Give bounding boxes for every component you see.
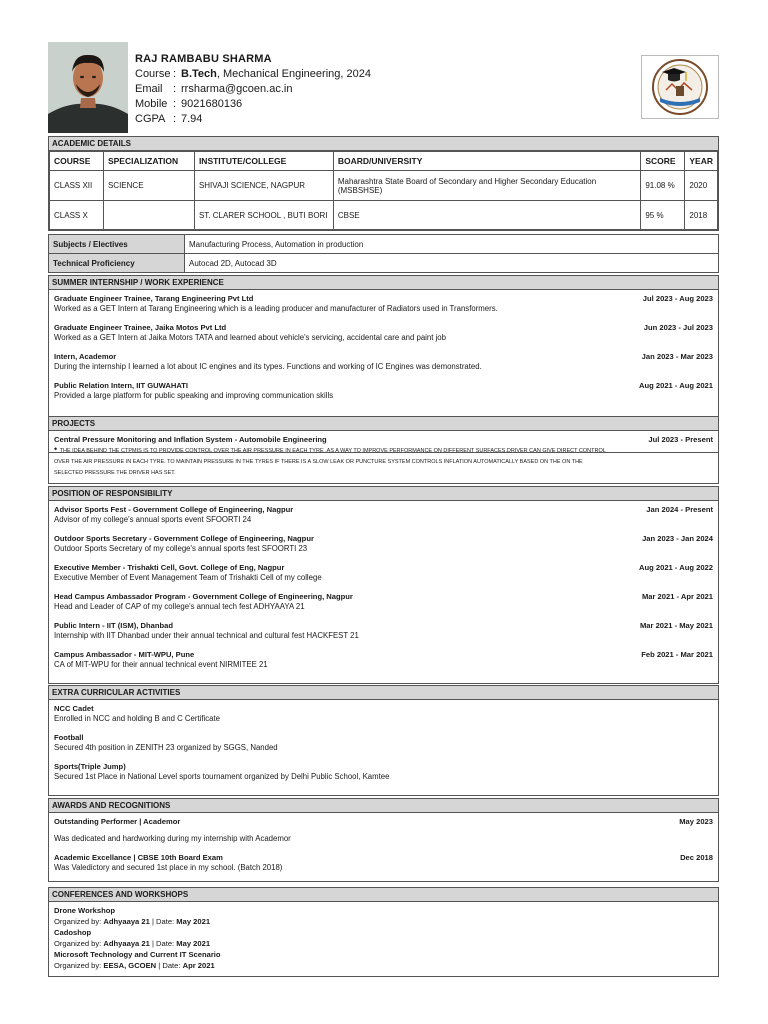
table-row xyxy=(50,201,718,230)
workshop-meta xyxy=(54,938,713,949)
skill-value: Autocad 2D, Autocad 3D xyxy=(185,254,719,273)
entry-desc: Advisor of my college's annual sports event SFOORTI 24 xyxy=(54,515,252,524)
entry-desc: Internship with IIT Dhanbad under their annual technical and cultural fest HACKFEST 21 xyxy=(54,631,359,640)
entry-desc: Outdoor Sports Secretary of my college's annual sports fest SFOORTI 23 xyxy=(54,544,308,553)
section-title: PROJECTS xyxy=(49,417,718,431)
date-label: | Date: xyxy=(149,917,177,926)
entry-desc: CA of MIT-WPU for their annual technical event NIRMITEE 21 xyxy=(54,660,268,669)
list-item xyxy=(49,435,718,444)
entry-desc: Worked as a GET Intern at Jaika Motors TATA and learned about vehicle's servicing, accidental care and paint job xyxy=(54,333,446,342)
entry-desc: Head and Leader of CAP of my college's annual tech fest ADHYAAYA 21 xyxy=(54,602,305,611)
table-cell: ST. CLARER SCHOOL , BUTI BORI xyxy=(194,201,333,230)
academic-table xyxy=(49,151,718,230)
date-label: | Date: xyxy=(156,961,183,970)
bullet: • xyxy=(54,444,60,454)
entry-date: Mar 2021 - Apr 2021 xyxy=(641,592,713,601)
workshop-title: Cadoshop xyxy=(54,928,92,937)
table-cell: CLASS X xyxy=(50,201,104,230)
entry-date: Feb 2021 - Mar 2021 xyxy=(641,650,713,659)
workshop-title: Drone Workshop xyxy=(54,906,116,915)
column-header: SPECIALIZATION xyxy=(103,152,194,171)
workshop-date: Apr 2021 xyxy=(182,961,215,970)
list-item xyxy=(49,704,718,733)
awards-section xyxy=(48,798,719,882)
entry-desc: Worked as a GET Intern at Tarang Engineering which is a leading producer and manufacturer of Radiators used in Transformers. xyxy=(54,304,498,313)
column-header: COURSE xyxy=(50,152,104,171)
project-desc-line: THE IDEA BEHIND THE CTPMIS IS TO PROVIDE CONTROL OVER THE AIR PRESSURE IN EACH TYRE .AS A WAY TO IMPROVE PERFORMANCE ON DIFFERENT SURFACES.DRIVER CAN GIVE DIRECT CONTROL xyxy=(59,448,606,454)
course-row xyxy=(135,67,371,82)
organizer: Adhyaaya 21 xyxy=(103,939,150,948)
list-item xyxy=(49,534,718,563)
entry-title: Outdoor Sports Secretary - Government College of Engineering, Nagpur xyxy=(54,534,314,543)
table-cell: 91.08 % xyxy=(641,171,685,201)
entry-title: Advisor Sports Fest - Government College of Engineering, Nagpur xyxy=(54,505,294,514)
workshop-meta xyxy=(54,960,713,971)
table-row xyxy=(49,254,719,273)
conferences-section xyxy=(48,887,719,977)
table-cell: 2018 xyxy=(685,201,718,230)
entry-desc: Secured 1st Place in National Level sports tournament organized by Delhi Public School, Kamtee xyxy=(54,772,390,781)
projects-section xyxy=(48,416,719,484)
course-degree: B.Tech xyxy=(181,68,217,80)
entry-desc: During the internship I learned a lot about IC engines and its types. Functions and working of IC Engines was demonstrated. xyxy=(54,362,482,371)
cgpa-label: CGPA xyxy=(135,113,166,125)
mobile-label: Mobile xyxy=(135,98,168,110)
section-title: SUMMER INTERNSHIP / WORK EXPERIENCE xyxy=(49,276,718,290)
list-item xyxy=(49,352,718,381)
identity-block xyxy=(135,52,371,127)
section-title: ACADEMIC DETAILS xyxy=(49,137,718,151)
colon: : xyxy=(173,98,177,110)
organizer: EESA, GCOEN xyxy=(103,961,157,970)
table-cell: CBSE xyxy=(333,201,641,230)
entry-date: Jan 2023 - Jan 2024 xyxy=(642,534,713,543)
table-cell: CLASS XII xyxy=(50,171,104,201)
section-title: EXTRA CURRICULAR ACTIVITIES xyxy=(49,686,718,700)
list-item xyxy=(49,650,718,679)
entry-desc: Was dedicated and hardworking during my internship with Academor xyxy=(54,834,291,843)
mobile-value: 9021680136 xyxy=(181,98,243,110)
table-cell: 95 % xyxy=(641,201,685,230)
course-details: , Mechanical Engineering, 2024 xyxy=(216,68,371,80)
table-cell xyxy=(103,201,194,230)
cgpa-value: 7.94 xyxy=(181,113,203,125)
entry-desc: Executive Member of Event Management Team of Trishakti Cell of my college xyxy=(54,573,322,582)
entry-title: Sports(Triple Jump) xyxy=(54,762,126,771)
project-desc-line: SELECTED PRESSURE THE DRIVER HAS SET. xyxy=(54,470,176,476)
skill-label: Technical Proficiency xyxy=(49,254,185,273)
cgpa-row xyxy=(135,112,371,127)
project-desc-line: OVER THE AIR PRESSURE IN EACH TYRE. TO MAINTAIN PRESSURE IN THE TYRES IF THERE IS A SLOW LEAK OR PUNCTURE SYSTEM CONTROLS INFLATION AUTOMATICALLY BASED ON THE ON THE xyxy=(54,459,583,465)
list-item xyxy=(49,621,718,650)
table-cell: 2020 xyxy=(685,171,718,201)
colon: : xyxy=(173,68,177,80)
org-label: Organized by: xyxy=(54,939,104,948)
skill-value: Manufacturing Process, Automation in production xyxy=(185,235,719,254)
entry-title: Central Pressure Monitoring and Inflation System - Automobile Engineering xyxy=(54,435,327,444)
entry-date: Jan 2024 - Present xyxy=(646,505,713,514)
academic-section xyxy=(48,136,719,231)
entry-date: Jan 2023 - Mar 2023 xyxy=(641,352,713,361)
entry-date: Jul 2023 - Present xyxy=(648,435,713,444)
column-header: BOARD/UNIVERSITY xyxy=(333,152,641,171)
entry-date: Aug 2021 - Aug 2021 xyxy=(639,381,713,390)
list-item xyxy=(49,381,718,410)
table-cell: SHIVAJI SCIENCE, NAGPUR xyxy=(194,171,333,201)
entry-date: May 2023 xyxy=(679,817,713,826)
email-label: Email xyxy=(135,83,163,95)
entry-title: Academic Excellance | CBSE 10th Board Exam xyxy=(54,853,223,862)
workshop-meta xyxy=(54,916,713,927)
date-label: | Date: xyxy=(149,939,177,948)
colon: : xyxy=(173,113,177,125)
entry-date: Jul 2023 - Aug 2023 xyxy=(642,294,713,303)
colon: : xyxy=(173,83,177,95)
course-label: Course xyxy=(135,68,171,80)
list-item xyxy=(49,733,718,762)
entry-title: Football xyxy=(54,733,84,742)
column-header: YEAR xyxy=(685,152,718,171)
entry-date: Jun 2023 - Jul 2023 xyxy=(643,323,713,332)
project-description xyxy=(49,444,718,479)
entry-title: Public Relation Intern, IIT GUWAHATI xyxy=(54,381,189,390)
entry-desc: Secured 4th position in ZENITH 23 organized by SGGS, Nanded xyxy=(54,743,278,752)
entry-desc: Was Valedictory and secured 1st place in my school. (Batch 2018) xyxy=(54,863,283,872)
column-header: SCORE xyxy=(641,152,685,171)
entry-title: Outstanding Performer | Academor xyxy=(54,817,181,826)
list-item xyxy=(49,563,718,592)
table-header-row xyxy=(50,152,718,171)
table-row xyxy=(50,171,718,201)
entry-date: Dec 2018 xyxy=(680,853,713,862)
organizer: Adhyaaya 21 xyxy=(103,917,150,926)
extracurricular-section xyxy=(48,685,719,796)
responsibility-section xyxy=(48,486,719,684)
workshop-date: May 2021 xyxy=(176,939,211,948)
skill-label: Subjects / Electives xyxy=(49,235,185,254)
entry-title: Intern, Academor xyxy=(54,352,117,361)
table-row xyxy=(49,235,719,254)
workshop-date: May 2021 xyxy=(176,917,211,926)
candidate-name: RAJ RAMBABU SHARMA xyxy=(135,53,272,65)
email-row xyxy=(135,82,371,97)
list-item xyxy=(49,762,718,791)
entry-title: NCC Cadet xyxy=(54,704,94,713)
entry-date: Aug 2021 - Aug 2022 xyxy=(639,563,713,572)
entry-title: Executive Member - Trishakti Cell, Govt. College of Eng, Nagpur xyxy=(54,563,285,572)
entry-title: Public Intern - IIT (ISM), Dhanbad xyxy=(54,621,173,630)
list-item xyxy=(49,853,718,881)
section-title: AWARDS AND RECOGNITIONS xyxy=(49,799,718,813)
list-item xyxy=(49,817,718,853)
table-cell: SCIENCE xyxy=(103,171,194,201)
entry-title: Head Campus Ambassador Program - Government College of Engineering, Nagpur xyxy=(54,592,353,601)
entry-desc: Enrolled in NCC and holding B and C Certificate xyxy=(54,714,220,723)
skills-section xyxy=(48,234,719,273)
section-title: CONFERENCES AND WORKSHOPS xyxy=(49,888,718,902)
table-cell: Maharashtra State Board of Secondary and Higher Secondary Education (MSBSHSE) xyxy=(333,171,641,201)
org-label: Organized by: xyxy=(54,917,104,926)
profile-photo xyxy=(48,42,128,133)
college-logo xyxy=(641,55,719,119)
entry-date: Mar 2021 - May 2021 xyxy=(639,621,713,630)
section-title: POSITION OF RESPONSIBILITY xyxy=(49,487,718,501)
entry-title: Campus Ambassador - MIT-WPU, Pune xyxy=(54,650,195,659)
list-item xyxy=(49,505,718,534)
org-label: Organized by: xyxy=(54,961,104,970)
entry-title: Graduate Engineer Trainee, Jaika Motos Pvt Ltd xyxy=(54,323,227,332)
workshop-title: Microsoft Technology and Current IT Scenario xyxy=(54,950,221,959)
mobile-row xyxy=(135,97,371,112)
list-item xyxy=(49,592,718,621)
list-item xyxy=(49,323,718,352)
entry-title: Graduate Engineer Trainee, Tarang Engineering Pvt Ltd xyxy=(54,294,254,303)
column-header: INSTITUTE/COLLEGE xyxy=(194,152,333,171)
list-item xyxy=(49,294,718,323)
email-value[interactable]: rrsharma@gcoen.ac.in xyxy=(181,83,293,95)
entry-desc: Provided a large platform for public speaking and improving communication skills xyxy=(54,391,334,400)
skills-table xyxy=(48,234,719,273)
